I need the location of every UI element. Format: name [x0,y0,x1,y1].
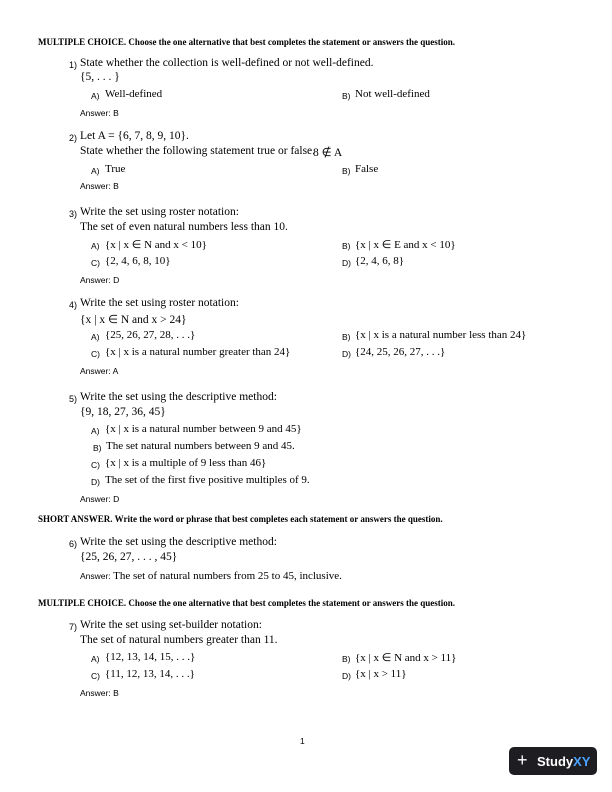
answer-value: B [113,181,119,191]
option-text: The set of the first five positive multiples of 9. [105,474,310,486]
option-text: {2, 4, 6, 8, 10} [105,255,171,267]
question-text: {x | x ∈ N and x > 24} [80,314,187,326]
answer-line [80,494,119,504]
question-number: 5) [69,394,78,404]
option-text: {12, 13, 14, 15, . . .} [105,651,196,663]
option-label: A) [91,91,100,101]
studyxy-logo-badge[interactable] [509,747,597,775]
answer-label: Answer: [80,494,111,504]
option-label: A) [91,241,100,251]
question-text: Write the set using the descriptive method: [80,391,277,403]
question-text: {5, . . . } [80,71,120,83]
answer-value: A [112,366,119,376]
question-number: 3) [69,209,78,219]
option-text: {2, 4, 6, 8} [355,255,405,267]
question-text: Write the set using roster notation: [80,206,239,218]
option-label: B) [342,654,351,664]
option-label: B) [342,91,351,101]
question-text: Let A = {6, 7, 8, 9, 10}. [80,130,189,142]
question-text: State whether the following statement true or false. [80,145,316,157]
option-text: {x | x is a natural number greater than 24} [105,346,291,358]
question-text: The set of natural numbers greater than 11. [80,634,278,646]
option-label: C) [91,671,100,681]
option-text: {x | x ∈ N and x < 10} [105,239,207,251]
question-text: Write the set using roster notation: [80,297,239,309]
answer-value: B [113,688,119,698]
option-text: The set natural numbers between 9 and 45. [106,440,295,452]
question-statement: 8 ∉ A [313,147,343,159]
answer-value: D [113,494,120,504]
option-label: C) [91,460,100,470]
option-text: Well-defined [105,88,163,100]
option-label: A) [91,332,100,342]
page-number: 1 [300,736,305,746]
plus-icon: + [517,750,528,770]
option-label: D) [342,349,351,359]
option-label: A) [91,166,100,176]
option-text: {x | x is a multiple of 9 less than 46} [105,457,267,469]
option-text: {x | x is a natural number between 9 and 45} [105,423,302,435]
question-number: 6) [69,539,78,549]
answer-line [80,181,119,191]
option-text: {25, 26, 27, 28, . . .} [105,329,196,341]
answer-label: Answer: [80,181,111,191]
option-label: D) [342,258,351,268]
answer-value: The set of natural numbers from 25 to 45, inclusive. [113,570,342,582]
section-header-multiple-choice: MULTIPLE CHOICE. Choose the one alternative that best completes the statement or answers the question. [38,37,455,47]
section-header-multiple-choice-2: MULTIPLE CHOICE. Choose the one alternative that best completes the statement or answers the question. [38,598,455,608]
option-text: False [355,163,379,175]
option-text: {x | x > 11} [355,668,407,680]
option-label: B) [342,241,351,251]
option-text: Not well-defined [355,88,430,100]
answer-label: Answer: [80,571,111,581]
option-text: True [105,163,126,175]
question-number: 7) [69,622,78,632]
option-label: C) [91,349,100,359]
option-text: {x | x ∈ N and x > 11} [355,652,457,664]
question-text: Write the set using the descriptive method: [80,536,277,548]
option-text: {x | x is a natural number less than 24} [355,329,527,341]
option-text: {x | x ∈ E and x < 10} [355,239,456,251]
option-label: B) [342,166,351,176]
answer-label: Answer: [80,108,111,118]
answer-line [80,570,342,582]
option-label: B) [342,332,351,342]
brand-name: StudyXY [537,754,591,769]
option-text: {24, 25, 26, 27, . . .} [355,346,446,358]
option-label: C) [91,258,100,268]
question-number: 1) [69,60,78,70]
section-header-short-answer: SHORT ANSWER. Write the word or phrase that best completes each statement or answers the question. [38,514,443,524]
question-text: {9, 18, 27, 36, 45} [80,406,166,418]
answer-label: Answer: [80,275,111,285]
question-text: Write the set using set-builder notation: [80,619,262,631]
question-text: {25, 26, 27, . . . , 45} [80,551,178,563]
question-number: 4) [69,300,78,310]
answer-label: Answer: [80,688,111,698]
question-text: State whether the collection is well-defined or not well-defined. [80,57,374,69]
option-text: {11, 12, 13, 14, . . .} [105,668,195,680]
option-label: B) [93,443,102,453]
answer-line [80,108,119,118]
answer-line [80,688,119,698]
answer-value: B [113,108,119,118]
answer-label: Answer: [80,366,111,376]
answer-line [80,275,119,285]
option-label: D) [342,671,351,681]
option-label: A) [91,654,100,664]
question-text: The set of even natural numbers less than 10. [80,221,288,233]
question-number: 2) [69,133,78,143]
option-label: A) [91,426,100,436]
answer-line [80,366,118,376]
option-label: D) [91,477,100,487]
answer-value: D [113,275,120,285]
